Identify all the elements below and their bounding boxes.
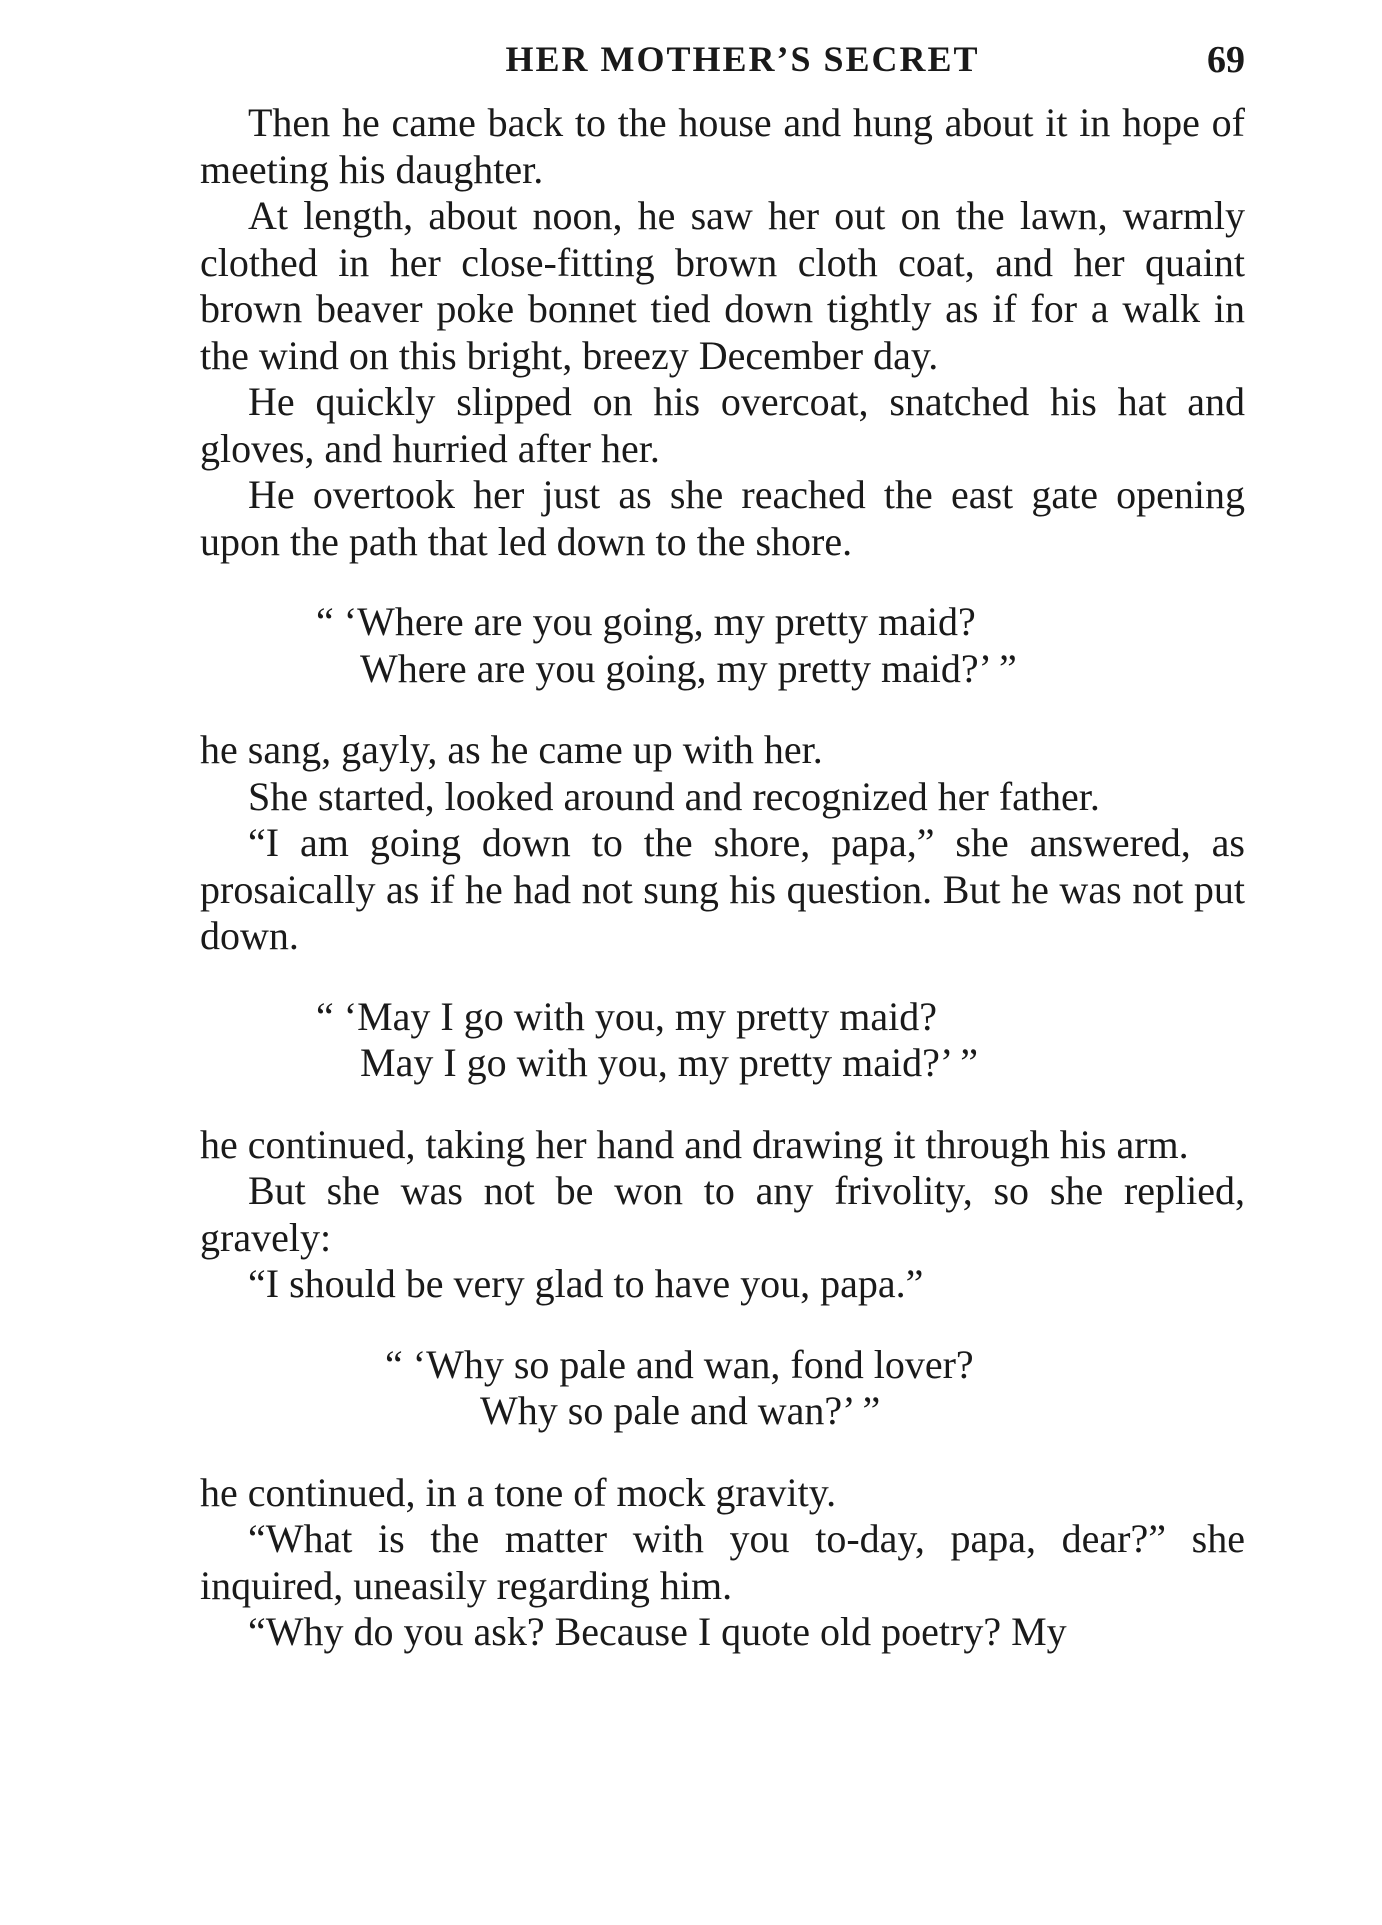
verse-quote	[200, 599, 1245, 692]
paragraph: he continued, in a tone of mock gravity.	[200, 1469, 837, 1515]
running-title: HER MOTHER’S SECRET	[505, 39, 980, 79]
paragraph: he sang, gayly, as he came up with her.	[200, 727, 823, 772]
book-page	[200, 38, 1245, 1656]
paragraph: At length, about noon, he saw her out on the lawn, warmly clothed in her close-fitting brown cloth coat, and her quaint brown beaver poke bonnet tied down tightly as if for a walk in the wind on this bright, breezy December day.	[200, 193, 1245, 378]
verse-line: “ ‘May I go with you, my pretty maid?	[316, 993, 937, 1039]
page-header	[200, 38, 1245, 100]
verse-line: “ ‘Why so pale and wan, fond lover?	[385, 1341, 974, 1387]
paragraph: He overtook her just as she reached the east gate opening upon the path that led down to the shore.	[200, 472, 1245, 564]
page-body	[200, 100, 1245, 1656]
page-number: 69	[1207, 39, 1245, 81]
verse-quote	[200, 1342, 1245, 1435]
paragraph: Then he came back to the house and hung about it in hope of meeting his daughter.	[200, 100, 1245, 192]
verse-line: “ ‘Where are you going, my pretty maid?	[316, 599, 976, 644]
paragraph: “What is the matter with you to-day, papa, dear?” she inquired, uneasily regarding him.	[200, 1516, 1245, 1608]
paragraph: He quickly slipped on his overcoat, snatched his hat and gloves, and hurried after her.	[200, 379, 1245, 471]
paragraph: But she was not be won to any frivolity, so she replied, gravely:	[200, 1168, 1245, 1260]
verse-line: May I go with you, my pretty maid?’ ”	[360, 1040, 979, 1085]
paragraph: She started, looked around and recognized her father.	[248, 773, 1100, 819]
paragraph: “Why do you ask? Because I quote old poetry? My	[248, 1609, 1067, 1654]
paragraph: “I should be very glad to have you, papa.”	[248, 1261, 924, 1306]
verse-line: Where are you going, my pretty maid?’ ”	[360, 645, 1017, 691]
paragraph: “I am going down to the shore, papa,” she answered, as prosaically as if he had not sung his question. But he was not put down.	[200, 820, 1245, 958]
verse-quote	[200, 994, 1245, 1087]
paragraph: he continued, taking her hand and drawing it through his arm.	[200, 1121, 1189, 1167]
verse-line: Why so pale and wan?’ ”	[480, 1388, 881, 1433]
